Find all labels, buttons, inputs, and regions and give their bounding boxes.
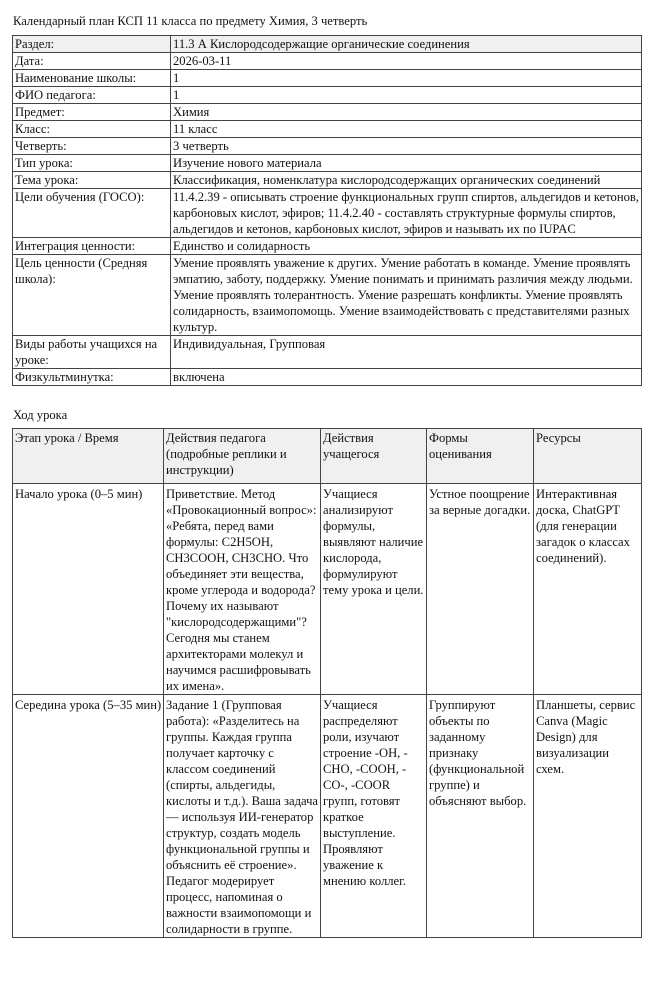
info-row [13, 87, 642, 104]
lesson-header-row [13, 429, 642, 484]
info-row [13, 155, 642, 172]
info-key: Тип урока: [13, 155, 171, 172]
info-value: 3 четверть [171, 138, 642, 155]
info-key: Наименование школы: [13, 70, 171, 87]
header-assessment: Формы оценивания [427, 429, 534, 484]
header-teacher: Действия педагога (подробные реплики и инструкции) [164, 429, 321, 484]
info-row [13, 255, 642, 336]
info-row [13, 189, 642, 238]
info-value: 11.4.2.39 - описывать строение функциональных групп спиртов, альдегидов и кетонов, карбоновых кислот, эфиров; 11.4.2.40 - составлять структурные формулы спиртов, альдегидов и кетонов, карбоновых кислот, эфиров и называть их по IUPAC [171, 189, 642, 238]
info-table [12, 35, 642, 386]
cell-assessment: Группируют объекты по заданному признаку (функциональной группе) и объясняют выбор. [427, 695, 534, 938]
info-key: Физкультминутка: [13, 369, 171, 386]
cell-teacher: Задание 1 (Групповая работа): «Разделитесь на группы. Каждая группа получает карточку с классом соединений (спирты, альдегиды, кислоты и т.д.). Ваша задача — используя ИИ-генератор структур, создать модель функциональной группы и объяснить её строение». Педагог модерирует процесс, напоминая о важности взаимопомощи и солидарности в группе. [164, 695, 321, 938]
info-row [13, 138, 642, 155]
info-key: Дата: [13, 53, 171, 70]
cell-stage: Начало урока (0–5 мин) [13, 484, 164, 695]
cell-assessment: Устное поощрение за верные догадки. [427, 484, 534, 695]
info-value: 11.3 А Кислородсодержащие органические соединения [171, 36, 642, 53]
info-key: Предмет: [13, 104, 171, 121]
info-key: Виды работы учащихся на уроке: [13, 336, 171, 369]
header-resources: Ресурсы [534, 429, 642, 484]
info-row [13, 36, 642, 53]
page-title: Календарный план КСП 11 класса по предмету Химия, 3 четверть [13, 14, 368, 28]
info-row [13, 70, 642, 87]
info-key: Тема урока: [13, 172, 171, 189]
info-key: Цель ценности (Средняя школа): [13, 255, 171, 336]
info-value: Индивидуальная, Групповая [171, 336, 642, 369]
info-row [13, 172, 642, 189]
info-value: 1 [171, 87, 642, 104]
cell-resources: Интерактивная доска, ChatGPT (для генерации загадок о классах соединений). [534, 484, 642, 695]
info-value: Химия [171, 104, 642, 121]
header-stage: Этап урока / Время [13, 429, 164, 484]
table-row [13, 484, 642, 695]
cell-stage: Середина урока (5–35 мин) [13, 695, 164, 938]
info-value: 2026-03-11 [171, 53, 642, 70]
info-row [13, 104, 642, 121]
cell-resources: Планшеты, сервис Canva (Magic Design) для визуализации схем. [534, 695, 642, 938]
info-key: Четверть: [13, 138, 171, 155]
table-row [13, 695, 642, 938]
lesson-table [12, 428, 642, 938]
header-student: Действия учащегося [321, 429, 427, 484]
cell-student: Учащиеся распределяют роли, изучают строение -OH, -CHO, -COOH, -CO-, -COOR групп, готовят краткое выступление. Проявляют уважение к мнению коллег. [321, 695, 427, 938]
info-row [13, 369, 642, 386]
course-label: Ход урока [13, 408, 68, 422]
info-value: 11 класс [171, 121, 642, 138]
info-value: Умение проявлять уважение к других. Умение работать в команде. Умение проявлять эмпатию, заботу, поддержку. Умение понимать и принимать различия между людьми. Умение проявлять толерантность. Умение разрешать конфликты. Умение проявлять солидарность, взаимопомощь. Умение взаимодействовать с представителями разных культур. [171, 255, 642, 336]
info-key: ФИО педагога: [13, 87, 171, 104]
cell-teacher: Приветствие. Метод «Провокационный вопрос»: «Ребята, перед вами формулы: C2H5OH, CH3COOH, CH3CHO. Что объединяет эти вещества, кроме углерода и водорода? Почему их называют "кислородсодержащими"? Сегодня мы станем архитекторами молекул и научимся расшифровывать их имена». [164, 484, 321, 695]
info-row [13, 53, 642, 70]
info-value: включена [171, 369, 642, 386]
info-value: Классификация, номенклатура кислородсодержащих органических соединений [171, 172, 642, 189]
info-row [13, 238, 642, 255]
info-key: Интеграция ценности: [13, 238, 171, 255]
cell-student: Учащиеся анализируют формулы, выявляют наличие кислорода, формулируют тему урока и цели. [321, 484, 427, 695]
info-key: Цели обучения (ГОСО): [13, 189, 171, 238]
info-value: Единство и солидарность [171, 238, 642, 255]
info-value: 1 [171, 70, 642, 87]
info-value: Изучение нового материала [171, 155, 642, 172]
info-key: Класс: [13, 121, 171, 138]
info-key: Раздел: [13, 36, 171, 53]
info-row [13, 336, 642, 369]
info-row [13, 121, 642, 138]
